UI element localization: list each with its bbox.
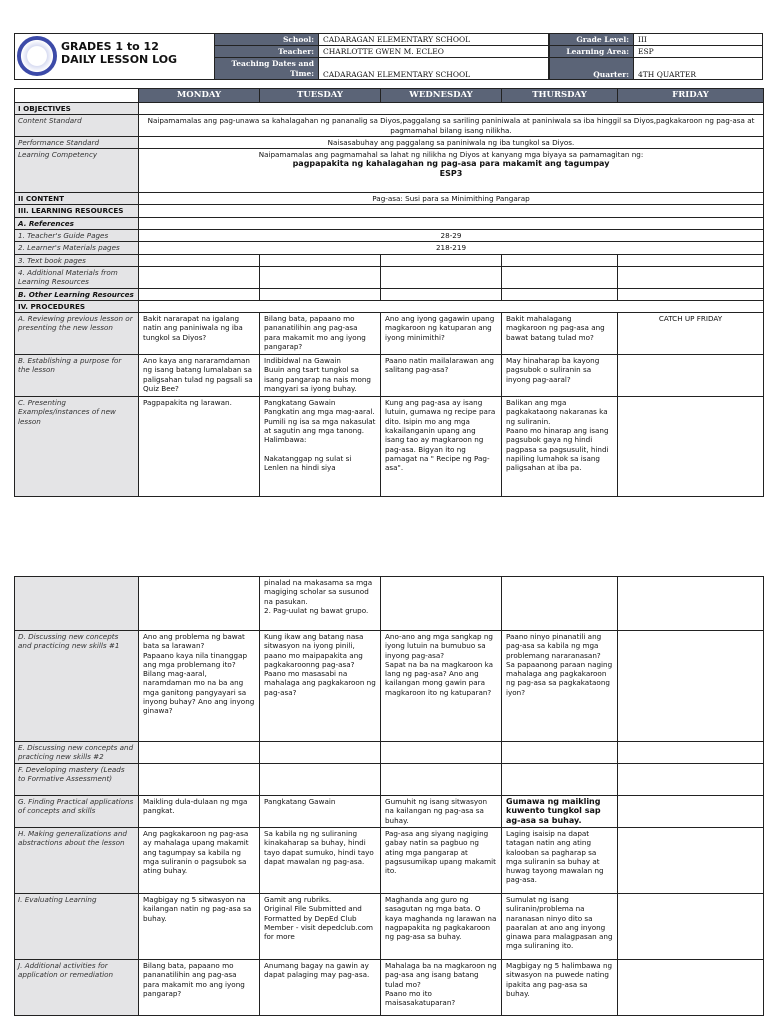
- lesson-log-table-page2: [14, 576, 764, 1016]
- procedure-d-thursday: Paano ninyo pinanatili ang pag-asa sa kabila ng mga problemang nararanasan? Sa papaanong paraan naging mahalaga ang pagkakaroon ng pag-asa sa pagkakataong iyon?: [502, 631, 618, 742]
- area-value: ESP: [634, 46, 763, 58]
- procedure-b-wednesday: Paano natin mailalarawan ang salitang pag-asa?: [381, 355, 502, 397]
- day-wednesday: WEDNESDAY: [381, 89, 502, 103]
- procedure-row-c-continued: [15, 577, 764, 631]
- performance-standard-value: Naisasabuhay ang paggalang sa paniniwala ng iba tungkol sa Diyos.: [139, 136, 764, 148]
- procedure-a-label: A. Reviewing previous lesson or presenting the new lesson: [15, 313, 139, 355]
- procedure-g-monday: Maikling dula-dulaan ng mga pangkat.: [139, 796, 260, 828]
- log-title: [61, 40, 177, 66]
- school-info-table: [214, 33, 549, 80]
- procedure-row-d: [15, 631, 764, 742]
- procedure-f-label: F. Developing mastery (Leads to Formative Assessment): [15, 764, 139, 796]
- procedure-j-monday: Bilang bata, papaano mo pananatilihin ang pag-asa para makamit mo ang iyong pangarap?: [139, 960, 260, 1016]
- procedure-i-wednesday: Maghanda ang guro ng sasagutan ng mga bata. O kaya maghanda ng larawan na nagpapakita ng pagkakaroon ng pag-asa sa buhay.: [381, 894, 502, 960]
- procedure-h-thursday: Laging isaisip na dapat tatagan natin ang ating kalooban sa pagharap sa mga suliranin sa buhay at huwag tayong mawalan ng pag-asa.: [502, 828, 618, 894]
- lm-pages-value: 218-219: [139, 242, 764, 254]
- dates-value: CADARAGAN ELEMENTARY SCHOOL: [319, 58, 549, 80]
- day-monday: MONDAY: [139, 89, 260, 103]
- learning-competency-value: [139, 149, 764, 193]
- teacher-label: Teacher:: [215, 46, 319, 58]
- references-heading: A. References: [15, 217, 139, 229]
- procedure-g-thursday: Gumawa ng maikling kuwento tungkol sap ag-asa sa buhay.: [502, 796, 618, 828]
- procedure-j-friday: [618, 960, 764, 1016]
- day-header-row: [15, 89, 764, 103]
- procedure-h-friday: [618, 828, 764, 894]
- grade-value: III: [634, 34, 763, 46]
- procedure-b-label: B. Establishing a purpose for the lesson: [15, 355, 139, 397]
- procedure-row-j: [15, 960, 764, 1016]
- procedure-c-cont-monday: [139, 577, 260, 631]
- title-line-1: GRADES 1 to 12: [61, 40, 159, 53]
- procedure-j-tuesday: Anumang bagay na gawin ay dapat palaging may pag-asa.: [260, 960, 381, 1016]
- procedure-h-label: H. Making generalizations and abstractions about the lesson: [15, 828, 139, 894]
- procedure-g-wednesday: Gumuhit ng isang sitwasyon na kailangan ng pag-asa sa buhay.: [381, 796, 502, 828]
- procedure-c-cont-wednesday: [381, 577, 502, 631]
- day-tuesday: TUESDAY: [260, 89, 381, 103]
- procedure-j-label: J. Additional activities for application or remediation: [15, 960, 139, 1016]
- procedure-c-friday: [618, 397, 764, 497]
- procedure-j-wednesday: Mahalaga ba na magkaroon ng pag-asa ang isang batang tulad mo? Paano mo ito maisasakatuparan?: [381, 960, 502, 1016]
- procedure-g-tuesday: Pangkatang Gawain: [260, 796, 381, 828]
- procedure-i-tuesday: Gamit ang rubriks. Original File Submitted and Formatted by DepEd Club Member - visit depedclub.com for more: [260, 894, 381, 960]
- content-standard-value: Naipamamalas ang pag-unawa sa kahalagahan ng pananalig sa Diyos,paggalang sa sariling paniniwala at paniniwala sa iba hinggil sa Diyos,pagkakaroon ng pag-asa at pagmamahal bilang isang nilikha.: [139, 115, 764, 137]
- procedure-row-b: [15, 355, 764, 397]
- procedure-g-friday: [618, 796, 764, 828]
- procedure-h-wednesday: Pag-asa ang siyang nagiging gabay natin sa pagbuo ng ating mga pangarap at pagsusumikap upang makamit ito.: [381, 828, 502, 894]
- procedure-a-monday: Bakit nararapat na igalang natin ang paniniwala ng iba tungkol sa Diyos?: [139, 313, 260, 355]
- procedure-a-wednesday: Ano ang iyong gagawin upang magkaroon ng katuparan ang iyong minimithi?: [381, 313, 502, 355]
- procedure-b-monday: Ano kaya ang nararamdaman ng isang batang lumalaban sa paligsahan tulad ng pagsali sa Quiz Bee?: [139, 355, 260, 397]
- procedure-b-tuesday: Indibidwal na Gawain Buuin ang tsart tungkol sa isang pangarap na nais mong mangyari sa iyong buhay.: [260, 355, 381, 397]
- resources-heading: III. LEARNING RESOURCES: [15, 205, 139, 217]
- deped-seal-logo: [17, 36, 57, 76]
- objectives-heading: I OBJECTIVES: [15, 103, 139, 115]
- procedure-c-wednesday: Kung ang pag-asa ay isang lutuin, gumawa ng recipe para dito. Isipin mo ang mga kakailanganin upang ang isang tao ay magkaroon ng pag-asa. Bigyan ito ng pamagat na " Recipe ng Pag-asa".: [381, 397, 502, 497]
- quarter-label: Quarter:: [550, 58, 634, 80]
- competency-line-2: pagpapakita ng kahalagahan ng pag-asa para makamit ang tagumpay: [292, 159, 610, 169]
- day-friday: FRIDAY: [618, 89, 764, 103]
- procedure-row-a: [15, 313, 764, 355]
- other-resources-heading: B. Other Learning Resources: [15, 288, 139, 300]
- procedure-i-friday: [618, 894, 764, 960]
- procedure-a-friday: CATCH UP FRIDAY: [618, 313, 764, 355]
- procedure-row-h: [15, 828, 764, 894]
- day-thursday: THURSDAY: [502, 89, 618, 103]
- procedure-b-friday: [618, 355, 764, 397]
- area-label: Learning Area:: [550, 46, 634, 58]
- tg-pages-label: 1. Teacher's Guide Pages: [15, 230, 139, 242]
- content-standard-label: Content Standard: [15, 115, 139, 137]
- procedure-e-label: E. Discussing new concepts and practicing new skills #2: [15, 742, 139, 764]
- grade-info-table: [549, 33, 763, 80]
- procedure-row-c: [15, 397, 764, 497]
- lm-pages-label: 2. Learner's Materials pages: [15, 242, 139, 254]
- learning-competency-label: Learning Competency: [15, 149, 139, 193]
- additional-materials-label: 4. Additional Materials from Learning Resources: [15, 266, 139, 288]
- procedure-b-thursday: May hinaharap ba kayong pagsubok o suliranin sa inyong pag-aaral?: [502, 355, 618, 397]
- school-label: School:: [215, 34, 319, 46]
- performance-standard-label: Performance Standard: [15, 136, 139, 148]
- procedure-c-cont-tuesday: pinalad na makasama sa mga magiging scholar sa susunod na pasukan. 2. Pag-uulat ng bawat grupo.: [260, 577, 381, 631]
- procedure-c-cont-thursday: [502, 577, 618, 631]
- procedure-a-tuesday: Bilang bata, papaano mo pananatilihin ang pag-asa para makamit mo ang iyong pangarap?: [260, 313, 381, 355]
- competency-code: ESP3: [439, 168, 463, 178]
- procedure-c-label: C. Presenting Examples/instances of new lesson: [15, 397, 139, 497]
- procedure-i-label: I. Evaluating Learning: [15, 894, 139, 960]
- procedure-d-tuesday: Kung ikaw ang batang nasa sitwasyon na iyong pinili, paano mo maipapakita ang pagkakaroonng pag-asa? Paano mo masasabi na mahalaga ang pagkakaroon ng pag-asa?: [260, 631, 381, 742]
- procedure-c-thursday: Balikan ang mga pagkakataong nakaranas ka ng suliranin. Paano mo hinarap ang isang pagsubok gaya ng hindi pagpasa sa pagsusulit, hindi napiling lumahok sa isang paligsahan at iba pa.: [502, 397, 618, 497]
- quarter-value: 4TH QUARTER: [634, 58, 763, 80]
- procedure-d-monday: Ano ang problema ng bawat bata sa larawan? Papaano kaya nila tinanggap ang mga problemang ito? Bilang mag-aaral, naramdaman mo na ba ang mga ganitong pangyayari sa inyong buhay? Ano ang inyong ginawa?: [139, 631, 260, 742]
- procedure-j-thursday: Magbigay ng 5 halimbawa ng sitwasyon na puwede nating ipakita ang pag-asa sa buhay.: [502, 960, 618, 1016]
- procedure-h-monday: Ang pagkakaroon ng pag-asa ay mahalaga upang makamit ang tagumpay sa kabila ng mga suliranin o pagsubok sa ating buhay.: [139, 828, 260, 894]
- procedure-d-friday: [618, 631, 764, 742]
- textbook-pages-label: 3. Text book pages: [15, 254, 139, 266]
- procedure-c-cont-friday: [618, 577, 764, 631]
- dates-label: Teaching Dates and Time:: [215, 58, 319, 80]
- procedure-i-thursday: Sumulat ng isang suliranin/problema na naranasan ninyo dito sa paaralan at ano ang inyong ginawa para malagpasan ang mga suliraning ito.: [502, 894, 618, 960]
- procedure-d-label: D. Discussing new concepts and practicing new skills #1: [15, 631, 139, 742]
- grade-label: Grade Level:: [550, 34, 634, 46]
- procedure-c-monday: Pagpapakita ng larawan.: [139, 397, 260, 497]
- teacher-value: CHARLOTTE GWEN M. ECLEO: [319, 46, 549, 58]
- procedure-a-thursday: Bakit mahalagang magkaroon ng pag-asa ang bawat batang tulad mo?: [502, 313, 618, 355]
- procedure-row-i: [15, 894, 764, 960]
- procedures-heading: IV. PROCEDURES: [15, 300, 139, 312]
- content-value: Pag-asa: Susi para sa Minimithing Pangarap: [139, 193, 764, 205]
- school-value: CADARAGAN ELEMENTARY SCHOOL: [319, 34, 549, 46]
- procedure-h-tuesday: Sa kabila ng ng suliraning kinakaharap sa buhay, hindi tayo dapat sumuko, hindi tayo dapat mawalan ng pag-asa.: [260, 828, 381, 894]
- title-line-2: DAILY LESSON LOG: [61, 53, 178, 66]
- procedure-d-wednesday: Ano-ano ang mga sangkap ng iyong lutuin na bumubuo sa inyong pag-asa? Sapat na ba na magkaroon ka lang ng pag-asa? Ano ang kailangan mong gawin para magkaroon ito ng katuparan?: [381, 631, 502, 742]
- procedure-c-tuesday: Pangkatang Gawain Pangkatin ang mga mag-aaral. Pumili ng isa sa mga nakasulat at sagutin ang mga tanong. Halimbawa: Nakatanggap ng sulat si Lenlen na hindi siya: [260, 397, 381, 497]
- procedure-row-g: [15, 796, 764, 828]
- tg-pages-value: 28-29: [139, 230, 764, 242]
- competency-line-1: Naipamamalas ang pagmamahal sa lahat ng nilikha ng Diyos at kanyang mga biyaya sa pamamagitan ng:: [258, 150, 644, 160]
- procedure-i-monday: Magbigay ng 5 sitwasyon na kailangan natin ng pag-asa sa buhay.: [139, 894, 260, 960]
- lesson-log-table-page1: [14, 88, 764, 497]
- procedure-g-label: G. Finding Practical applications of concepts and skills: [15, 796, 139, 828]
- content-heading: II CONTENT: [15, 193, 139, 205]
